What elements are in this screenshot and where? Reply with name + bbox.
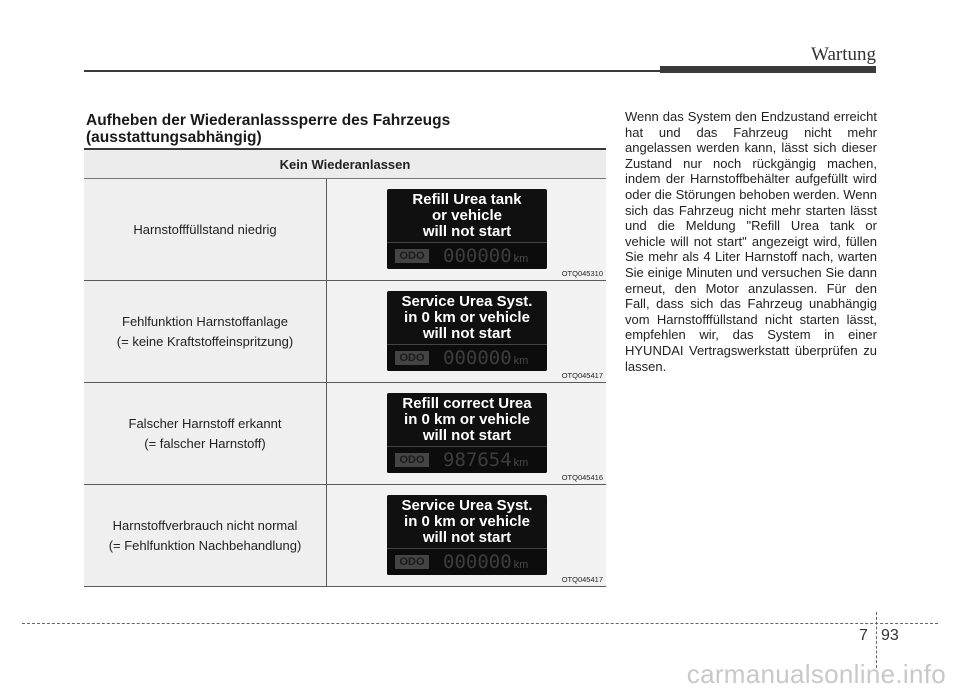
cluster-display-cell — [327, 179, 606, 280]
condition-text: Fehlfunktion Harnstoffanlage — [122, 313, 288, 329]
condition-subtext: (= keine Kraftstoffeinspritzung) — [116, 333, 294, 349]
cluster-display-image — [387, 393, 547, 473]
condition-cell — [84, 485, 327, 586]
condition-cell — [84, 179, 327, 280]
odometer-label: ODO — [395, 453, 429, 467]
image-code: OTQ045417 — [561, 575, 603, 584]
cluster-display-cell — [327, 485, 606, 586]
odometer-label: ODO — [395, 249, 429, 263]
header-rule — [84, 70, 660, 72]
odometer-label: ODO — [395, 555, 429, 569]
display-message-line: in 0 km or vehicle — [404, 411, 530, 428]
display-message-line: Refill Urea tank — [412, 191, 522, 208]
page-number: 93 — [881, 627, 899, 644]
display-message-line: Refill correct Urea — [402, 395, 532, 412]
display-message-line: will not start — [422, 529, 512, 546]
header-bar — [660, 66, 876, 73]
section-title: Aufheben der Wiederanlasssperre des Fahrzeugs (ausstattungsabhängig) — [86, 112, 451, 146]
odometer-unit: km — [513, 559, 529, 571]
table-row — [84, 179, 606, 281]
condition-cell — [84, 281, 327, 382]
odometer-value: 987654 — [443, 449, 512, 471]
cluster-display-cell — [327, 281, 606, 382]
cluster-display-cell — [327, 383, 606, 484]
odometer — [387, 242, 547, 269]
watermark: carmanualsonline.info — [686, 659, 946, 689]
odometer-value: 000000 — [443, 551, 512, 573]
condition-text: Harnstoffverbrauch nicht normal — [112, 517, 298, 533]
display-message-line: will not start — [422, 427, 512, 444]
table-heading: Kein Wiederanlassen — [84, 148, 606, 179]
odometer-value: 000000 — [443, 245, 512, 267]
body-paragraph: Wenn das System den Endzustand erreicht hat und das Fahrzeug nicht mehr angelassen werden kann, lässt sich dieser Zustand nur noch rückgängig machen, indem der Harnstoffbehälter aufgefüllt wird oder die Störungen behoben werden. Wenn sich das Fahrzeug nicht mehr starten lässt und die Meldung "Refill Urea tank or vehicle will not start" angezeigt wird, füllen Sie mehr als 4 Liter Harnstoff nach, warten Sie einige Minuten und versuchen Sie dann erneut, den Motor anzulassen. Für den Fall, dass sich das Fahrzeug unabhängig vom Harnstofffüllstand nicht starten lässt, empfehlen wir, das System in einer HYUNDAI Vertragswerkstatt überprüfen zu lassen. — [625, 109, 878, 374]
display-message — [387, 393, 547, 447]
display-message — [387, 495, 547, 549]
urea-restart-table — [84, 148, 606, 587]
display-message-line: will not start — [422, 223, 512, 240]
table-row — [84, 281, 606, 383]
display-message-line: in 0 km or vehicle — [404, 513, 530, 530]
odometer-unit: km — [513, 253, 529, 265]
cluster-display-image — [387, 291, 547, 371]
cluster-display-image — [387, 495, 547, 575]
condition-text: Harnstofffüllstand niedrig — [133, 221, 277, 237]
display-message — [387, 291, 547, 345]
table-row — [84, 383, 606, 485]
odometer-unit: km — [513, 355, 529, 367]
odometer — [387, 446, 547, 473]
display-message-line: in 0 km or vehicle — [404, 309, 530, 326]
display-message-line: Service Urea Syst. — [401, 497, 533, 514]
condition-text: Falscher Harnstoff erkannt — [128, 415, 282, 431]
odometer-value: 000000 — [443, 347, 512, 369]
condition-subtext: (= Fehlfunktion Nachbehandlung) — [108, 537, 302, 553]
odometer-unit: km — [513, 457, 529, 469]
display-message-line: or vehicle — [431, 207, 503, 224]
display-message-line: will not start — [422, 325, 512, 342]
chapter-number: 7 — [859, 627, 868, 644]
image-code: OTQ045417 — [561, 371, 603, 380]
condition-subtext: (= falscher Harnstoff) — [144, 435, 266, 451]
image-code: OTQ045416 — [561, 473, 603, 482]
display-message — [387, 189, 547, 243]
odometer-label: ODO — [395, 351, 429, 365]
running-header-title: Wartung — [811, 44, 876, 65]
odometer — [387, 344, 547, 371]
table-row — [84, 485, 606, 587]
image-code: OTQ045310 — [561, 269, 603, 278]
footer-dashed-rule — [22, 623, 938, 624]
display-message-line: Service Urea Syst. — [401, 293, 533, 310]
odometer — [387, 548, 547, 575]
condition-cell — [84, 383, 327, 484]
cluster-display-image — [387, 189, 547, 269]
